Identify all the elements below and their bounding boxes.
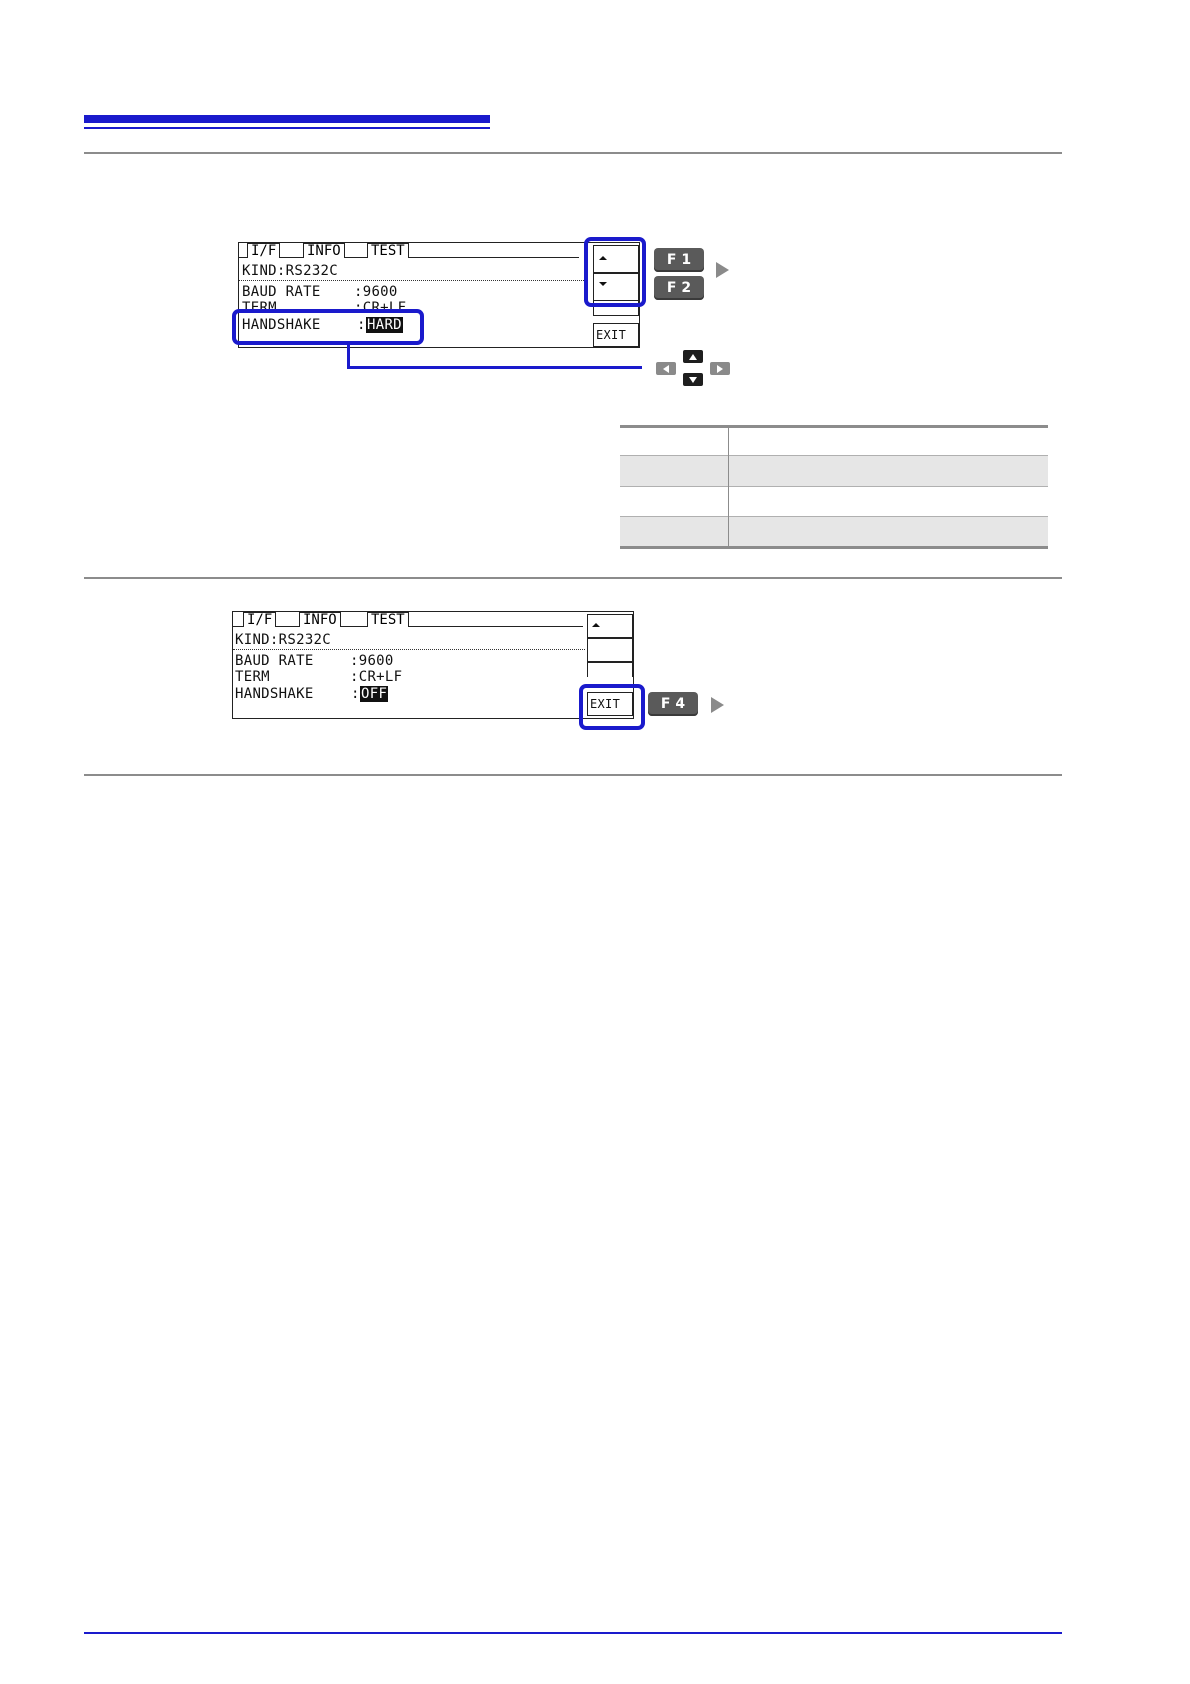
baud-rate-value: :9600	[350, 653, 394, 669]
connector-line-horizontal	[347, 366, 642, 369]
tab-info[interactable]: INFO	[299, 612, 341, 627]
f1-key[interactable]: F 1	[654, 248, 704, 272]
f4-key[interactable]: F 4	[648, 692, 698, 716]
tab-info[interactable]: INFO	[303, 243, 345, 258]
handshake-colon: :	[357, 317, 366, 333]
term-label: TERM	[235, 669, 270, 685]
footer-rule	[84, 1632, 1062, 1634]
down-arrow-icon[interactable]	[683, 373, 703, 386]
tab-if[interactable]: I/F	[243, 612, 276, 627]
highlight-up-down-softkeys	[584, 237, 646, 307]
header-accent-thin-line	[84, 127, 490, 129]
dotted-separator	[233, 649, 585, 650]
kind-line: KIND:RS232C	[242, 263, 339, 279]
table-row-rule	[620, 455, 1048, 456]
softkey-blank	[587, 662, 633, 677]
term-label: TERM	[242, 300, 277, 316]
softkey-blank	[587, 638, 633, 662]
header-accent-bar	[84, 115, 490, 123]
right-arrow-icon[interactable]	[710, 362, 730, 375]
table-row	[620, 517, 1048, 547]
highlight-handshake-row	[232, 309, 424, 345]
tab-test[interactable]: TEST	[367, 243, 409, 258]
up-arrow-icon	[588, 615, 632, 637]
step-arrow-icon	[716, 262, 729, 278]
section-divider-bottom	[84, 774, 1062, 776]
tab-test[interactable]: TEST	[367, 612, 409, 627]
softkey-exit[interactable]: EXIT	[593, 323, 639, 347]
softkey-up[interactable]	[587, 614, 633, 638]
step-arrow-icon	[711, 697, 724, 713]
handshake-value-selected[interactable]: HARD	[367, 317, 402, 333]
connector-line-vertical	[347, 341, 350, 369]
handshake-colon: :	[351, 686, 360, 702]
baud-rate-label: BAUD RATE	[235, 653, 314, 669]
term-value: :CR+LF	[350, 669, 403, 685]
handshake-label: HANDSHAKE	[235, 686, 314, 702]
dotted-separator	[239, 280, 584, 281]
tab-if[interactable]: I/F	[247, 243, 280, 258]
table-row	[620, 456, 1048, 486]
tab-underline	[239, 257, 579, 258]
softkey-exit[interactable]: EXIT	[587, 692, 633, 716]
section-divider-top	[84, 152, 1062, 154]
settings-table	[620, 425, 1048, 548]
table-top-rule	[620, 425, 1048, 428]
up-arrow-icon[interactable]	[683, 350, 703, 363]
table-column-divider	[728, 428, 729, 546]
table-bottom-rule	[620, 546, 1048, 549]
baud-rate-value: :9600	[354, 284, 398, 300]
section-divider-middle	[84, 577, 1062, 579]
kind-line: KIND:RS232C	[235, 632, 332, 648]
left-arrow-icon[interactable]	[656, 362, 676, 375]
handshake-label: HANDSHAKE	[242, 317, 321, 333]
table-row-rule	[620, 516, 1048, 517]
f2-key[interactable]: F 2	[654, 276, 704, 300]
baud-rate-label: BAUD RATE	[242, 284, 321, 300]
lcd-screen-handshake-off	[232, 611, 634, 719]
handshake-value-selected[interactable]: OFF	[361, 686, 388, 702]
table-row-rule	[620, 486, 1048, 487]
term-value: :CR+LF	[354, 300, 407, 316]
